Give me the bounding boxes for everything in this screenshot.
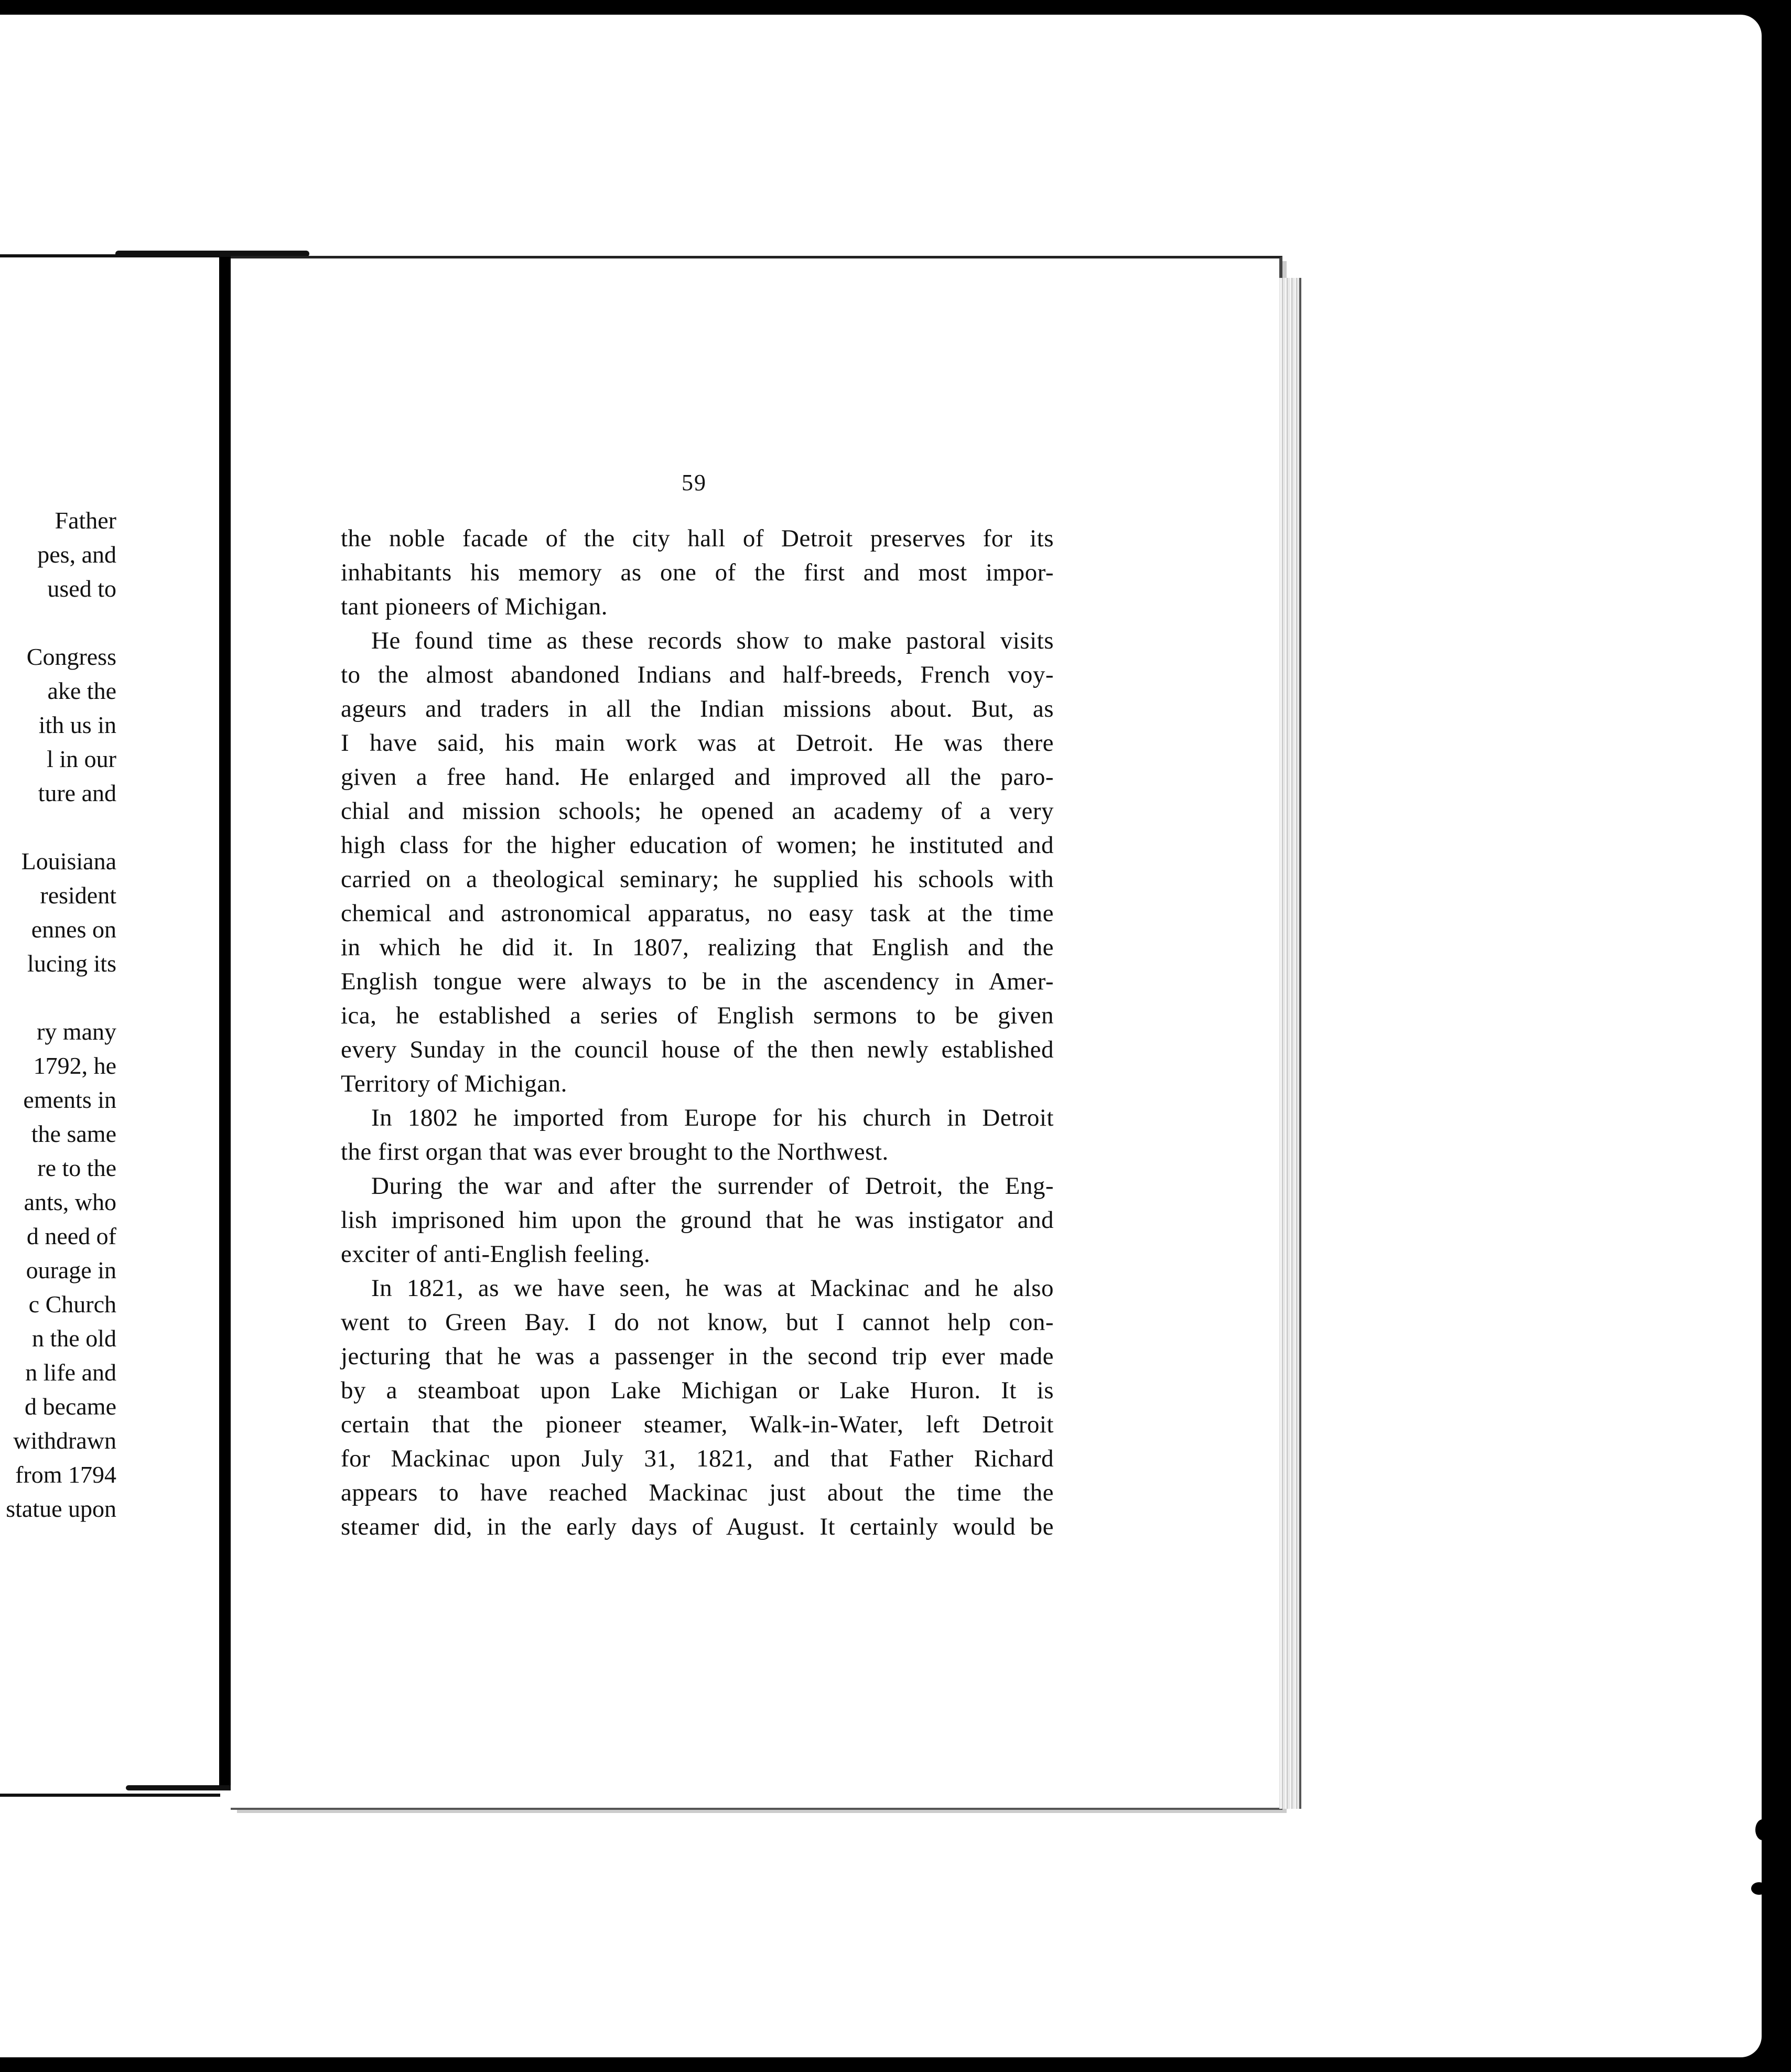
text-line: English tongue were always to be in the ascendency in Amer- [341, 968, 1054, 995]
text-line: steamer did, in the early days of August. It certainly would be [341, 1513, 1054, 1540]
left-text-line: Father [55, 507, 116, 534]
left-text-line: n life and [25, 1359, 116, 1386]
text-line: In 1821, as we have seen, he was at Mackinac and he also [371, 1275, 1054, 1302]
book-spine [219, 257, 232, 1790]
left-text-line: statue upon [6, 1495, 116, 1522]
left-text-line: ry many [36, 1018, 116, 1045]
text-line: to the almost abandoned Indians and half-breeds, French voy- [341, 661, 1054, 688]
left-text-line: the same [31, 1120, 116, 1147]
text-line: During the war and after the surrender of Detroit, the Eng- [371, 1172, 1054, 1200]
left-text-line: re to the [37, 1154, 116, 1181]
text-line: the first organ that was ever brought to the Northwest. [341, 1138, 889, 1166]
text-line: I have said, his main work was at Detroit. He was there [341, 729, 1054, 757]
left-text-line: used to [47, 575, 116, 602]
paragraph-gap [6, 810, 116, 844]
text-line: high class for the higher education of women; he instituted and [341, 832, 1054, 859]
left-text-line: withdrawn [13, 1427, 116, 1454]
text-line: ica, he established a series of English sermons to be given [341, 1002, 1054, 1029]
text-line: by a steamboat upon Lake Michigan or Lake Huron. It is [341, 1377, 1054, 1404]
left-text-line: ants, who [24, 1189, 116, 1215]
text-line: Territory of Michigan. [341, 1070, 567, 1097]
left-text-line: d became [25, 1393, 116, 1420]
page-number: 59 [682, 470, 707, 495]
scan-edge [1762, 0, 1791, 2072]
left-text-line: 1792, he [33, 1052, 116, 1079]
page-body-text [341, 522, 1054, 1544]
left-text-line: pes, and [37, 541, 116, 568]
text-line: jecturing that he was a passenger in the second trip ever made [341, 1343, 1054, 1370]
text-line: carried on a theological seminary; he supplied his schools with [341, 866, 1054, 893]
text-line: inhabitants his memory as one of the first and most impor- [341, 559, 1054, 586]
text-line: went to Green Bay. I do not know, but I cannot help con- [341, 1309, 1054, 1336]
text-line: the noble facade of the city hall of Detroit preserves for its [341, 525, 1054, 552]
text-line: ageurs and traders in all the Indian missions about. But, as [341, 695, 1054, 722]
left-text-line: l in our [47, 746, 116, 772]
left-text-line: ements in [23, 1086, 116, 1113]
text-line: chemical and astronomical apparatus, no easy task at the time [341, 900, 1054, 927]
text-line: chial and mission schools; he opened an academy of a very [341, 797, 1054, 825]
page-edges [1279, 278, 1301, 1809]
text-line: tant pioneers of Michigan. [341, 593, 608, 620]
scan-speck [1751, 1882, 1767, 1895]
left-text-line: ith us in [38, 711, 116, 738]
left-text-line: ture and [38, 780, 116, 806]
paragraph-gap [6, 980, 116, 1015]
left-text-line: n the old [32, 1325, 116, 1352]
left-text-line: resident [40, 882, 116, 909]
left-text-line: ennes on [31, 916, 116, 943]
left-text-line: c Church [28, 1291, 116, 1318]
left-page-text [0, 503, 116, 1594]
text-line: in which he did it. In 1807, realizing that English and the [341, 934, 1054, 961]
paragraph-gap [6, 606, 116, 640]
left-text-line: ourage in [26, 1257, 116, 1283]
scan-speck [1763, 1851, 1774, 1866]
text-line: appears to have reached Mackinac just about the time the [341, 1479, 1054, 1506]
scan-speck [1755, 1819, 1770, 1840]
text-line: for Mackinac upon July 31, 1821, and that Father Richard [341, 1445, 1054, 1472]
scan-speck [1772, 1070, 1777, 1079]
text-line: certain that the pioneer steamer, Walk-in-Water, left Detroit [341, 1411, 1054, 1438]
text-line: given a free hand. He enlarged and improved all the paro- [341, 763, 1054, 791]
left-text-line: Congress [26, 643, 116, 670]
text-line: lish imprisoned him upon the ground that he was instigator and [341, 1206, 1054, 1234]
left-text-line: Louisiana [21, 848, 116, 875]
text-line: In 1802 he imported from Europe for his church in Detroit [371, 1104, 1054, 1131]
left-text-line: ake the [47, 677, 116, 704]
text-line: every Sunday in the council house of the then newly established [341, 1036, 1054, 1063]
text-line: exciter of anti-English feeling. [341, 1240, 651, 1268]
text-line: He found time as these records show to make pastoral visits [371, 627, 1054, 654]
left-text-line: lucing its [27, 950, 116, 977]
left-text-line: d need of [26, 1223, 116, 1249]
left-text-line: from 1794 [15, 1461, 116, 1488]
